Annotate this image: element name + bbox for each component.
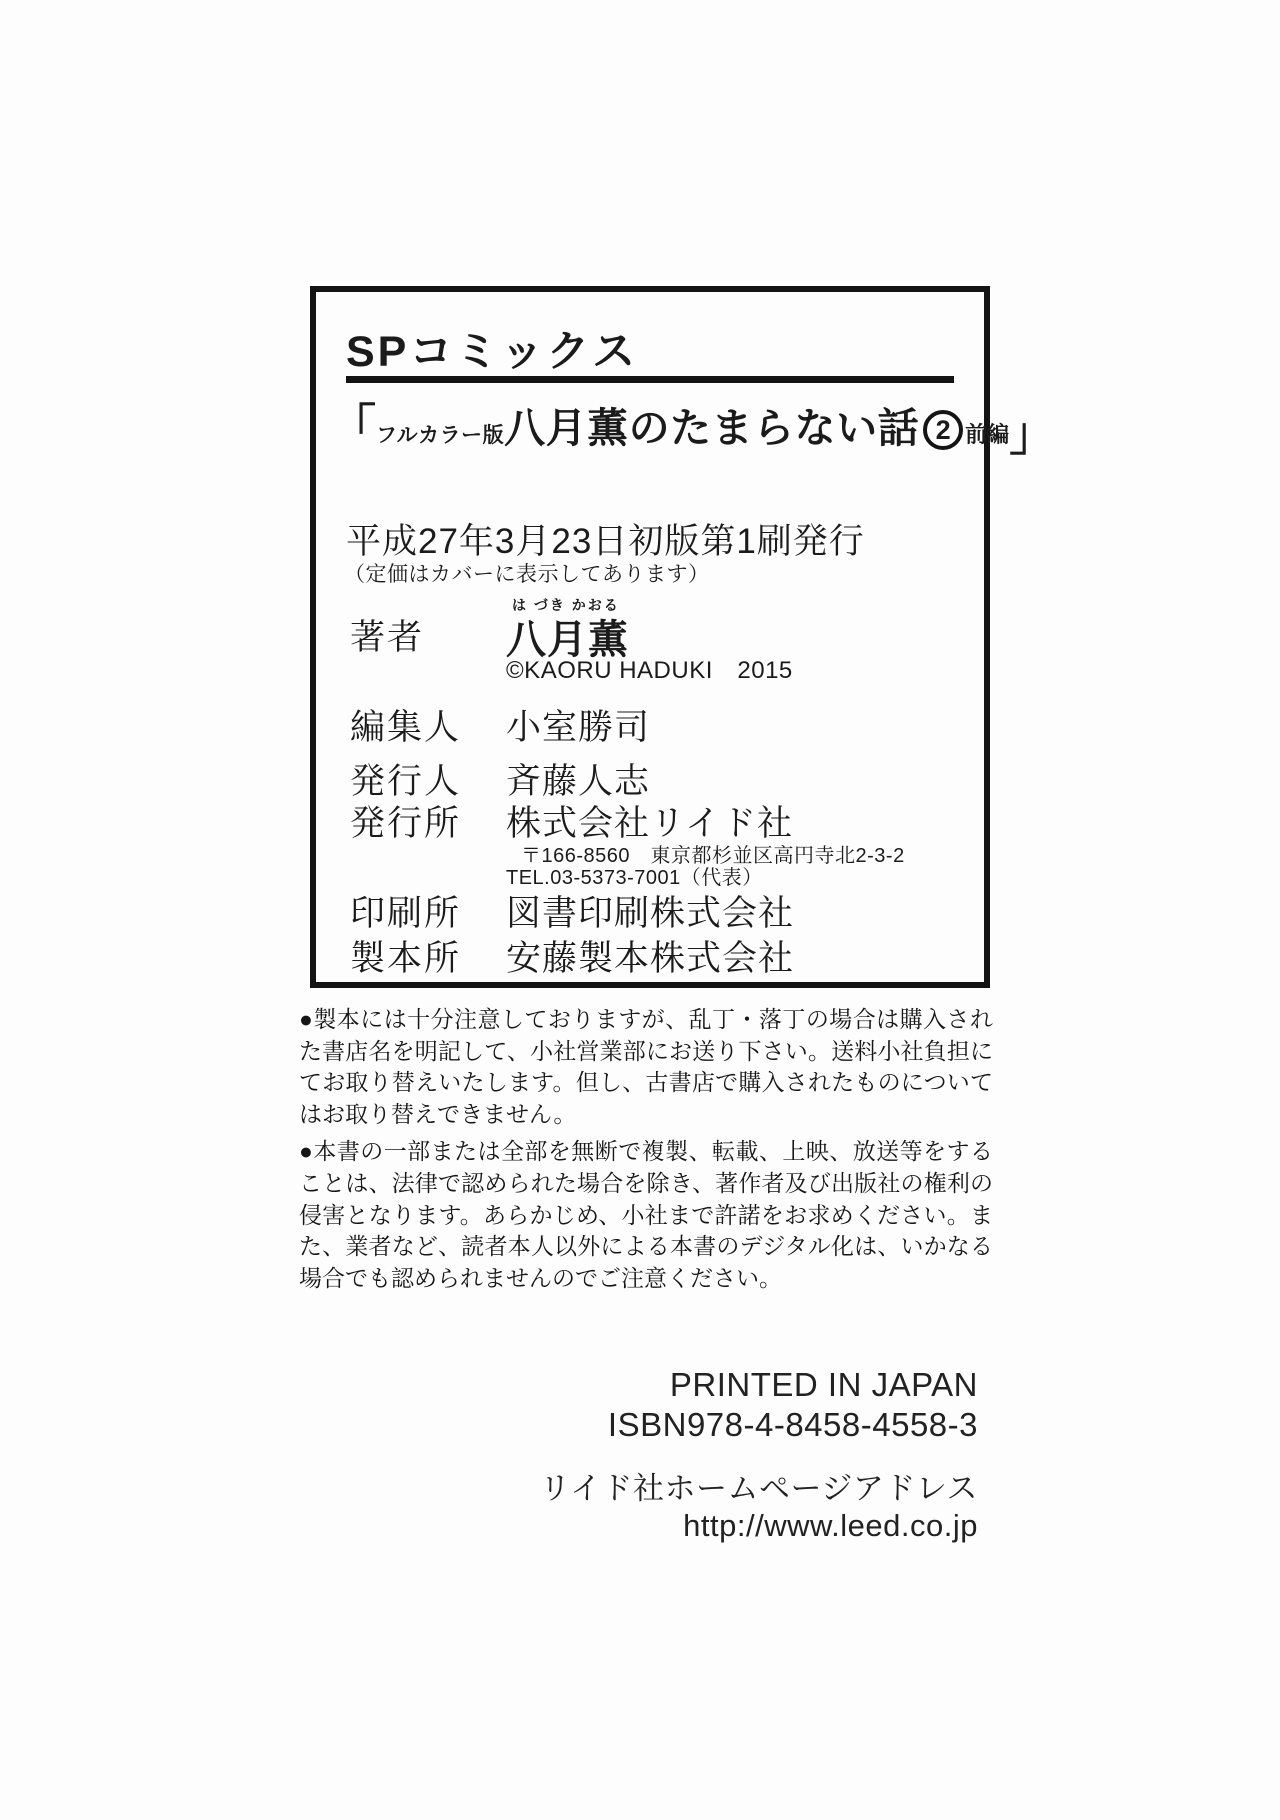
- publisher-name: 株式会社リイド社: [506, 804, 793, 843]
- title-open-bracket: 「: [330, 400, 376, 452]
- printer-name: 図書印刷株式会社: [506, 894, 795, 933]
- title-close-bracket: 」: [1009, 408, 1056, 460]
- publisher-person-label: 発行人: [350, 762, 462, 801]
- title-part-label: 前編: [965, 422, 1010, 447]
- printed-isbn-block: [608, 1365, 978, 1445]
- series-label: SPコミックス: [346, 328, 639, 376]
- series-underline-rule: [346, 376, 954, 383]
- isbn-number: ISBN978-4-8458-4558-3: [607, 1406, 978, 1443]
- price-note: （定価はカバーに表示してあります）: [344, 563, 710, 586]
- author-furigana: は づき かおる: [512, 597, 620, 613]
- copyright-line: ©KAORU HADUKI 2015: [506, 657, 793, 684]
- legal-notices: [299, 1004, 993, 1294]
- publisher-person-name: 斉藤人志: [506, 762, 651, 801]
- author-name: 八月薫: [506, 618, 629, 662]
- author-label: 著者: [350, 618, 425, 657]
- bindery-name: 安藤製本株式会社: [506, 939, 795, 978]
- printed-in-japan: PRINTED IN JAPAN: [669, 1366, 978, 1403]
- title-volume-circled-number: 2: [923, 410, 963, 450]
- homepage-url: http://www.leed.co.jp: [683, 1508, 978, 1543]
- editor-label: 編集人: [350, 708, 462, 747]
- printer-label: 印刷所: [350, 894, 462, 933]
- title-edition-note: フルカラー版: [376, 424, 505, 447]
- publisher-telephone: TEL.03-5373-7001（代表）: [506, 867, 763, 889]
- homepage-label: リイド社ホームページアドレス: [539, 1471, 978, 1506]
- bindery-label: 製本所: [350, 939, 462, 978]
- editor-name: 小室勝司: [506, 708, 651, 747]
- title-main: 八月薫のたまらない話: [504, 405, 920, 451]
- issue-date-line: 平成27年3月23日初版第1刷発行: [346, 522, 865, 561]
- colophon-box: [310, 286, 1056, 988]
- notice-reproduction-rights: ●本書の一部または全部を無断で複製、転載、上映、放送等をすることは、法律で認められた場合を除き、著作者及び出版社の権利の侵害となります。あらかじめ、小社まで許諾をお求めください。また、業者など、読者本人以外による本書のデジタル化は、いかなる場合でも認められませんのでご注意ください。: [299, 1139, 993, 1291]
- book-title: [330, 396, 1055, 468]
- publisher-postal-address: 〒166-8560 東京都杉並区高円寺北2-3-2: [521, 845, 905, 867]
- notice-defective-copies: ●製本には十分注意しておりますが、乱丁・落丁の場合は購入された書店名を明記して、小社営業部にお送り下さい。送料小社負担にてお取り替えいたします。但し、古書店で購入されたものについてはお取り替えできません。: [299, 1007, 993, 1127]
- publisher-label: 発行所: [350, 804, 462, 843]
- homepage-block: [539, 1470, 978, 1544]
